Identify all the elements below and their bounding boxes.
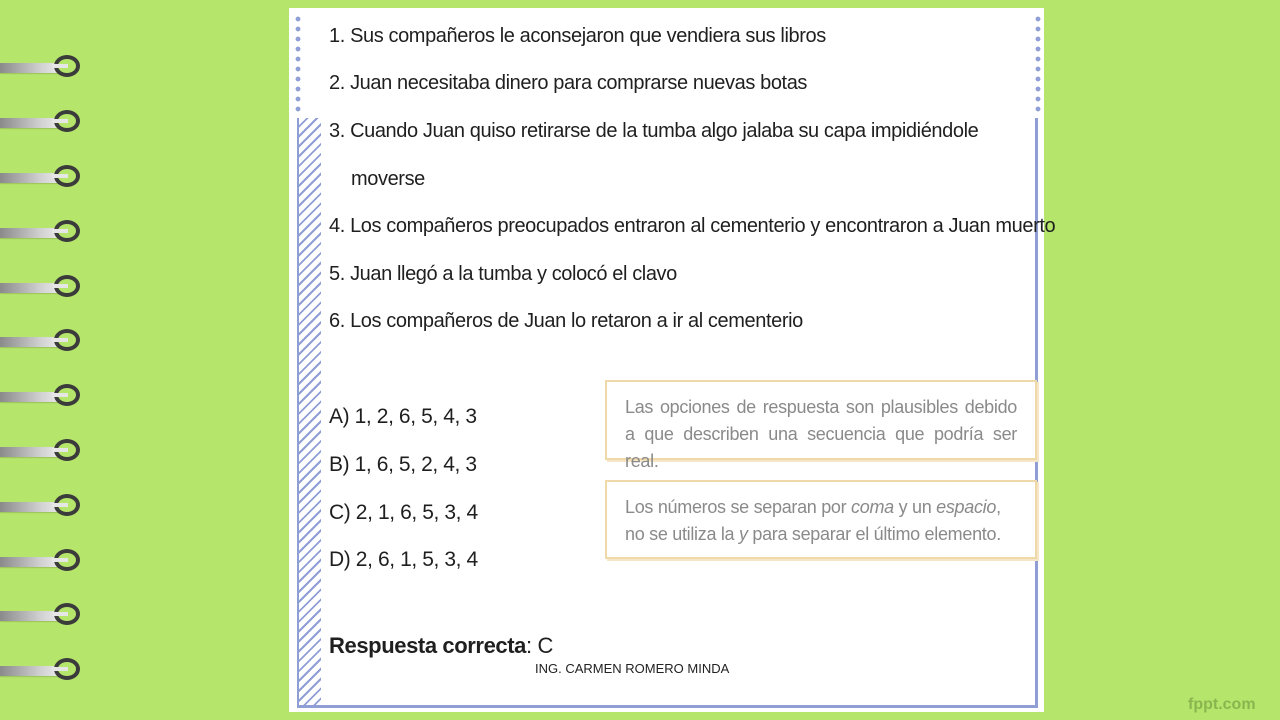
option-d: D) 2, 6, 1, 5, 3, 4 xyxy=(329,548,478,571)
frame-bottom-line xyxy=(297,705,1038,708)
statement-1: 1. Sus compañeros le aconsejaron que vendiera sus libros xyxy=(329,25,826,47)
spiral-ring xyxy=(0,218,90,248)
statement-6: 6. Los compañeros de Juan lo retaron a ir al cementerio xyxy=(329,310,803,332)
brand-watermark: fppt.com xyxy=(1188,696,1256,713)
statement-2: 2. Juan necesitaba dinero para comprarse nuevas botas xyxy=(329,72,808,94)
option-c: C) 2, 1, 6, 5, 3, 4 xyxy=(329,501,478,524)
spiral-ring xyxy=(0,327,90,357)
spiral-ring xyxy=(0,492,90,522)
author-footer: ING. CARMEN ROMERO MINDA xyxy=(535,661,730,676)
dotted-border-left xyxy=(295,14,301,114)
slide-paper xyxy=(289,8,1056,712)
statement-3-continuation: moverse xyxy=(351,168,425,190)
format-note: Los números se separan por coma y un espacio, no se utiliza la y para separar el último elemento. xyxy=(605,480,1037,559)
spiral-ring xyxy=(0,163,90,193)
correct-answer: Respuesta correcta: C xyxy=(329,633,553,658)
spiral-ring xyxy=(0,547,90,577)
spiral-ring xyxy=(0,601,90,631)
statement-5: 5. Juan llegó a la tumba y colocó el clavo xyxy=(329,263,677,285)
spiral-ring xyxy=(0,656,90,686)
plausibility-note: Las opciones de respuesta son plausibles debido a que describen una secuencia que podría ser real. xyxy=(605,380,1037,460)
spiral-ring xyxy=(0,108,90,138)
statement-3: 3. Cuando Juan quiso retirarse de la tumba algo jalaba su capa impidiéndole xyxy=(329,120,979,142)
option-a: A) 1, 2, 6, 5, 4, 3 xyxy=(329,405,477,428)
statement-4: 4. Los compañeros preocupados entraron al cementerio y encontraron a Juan muerto xyxy=(329,215,1056,237)
spiral-ring xyxy=(0,53,90,83)
hatched-frame-left xyxy=(297,118,321,706)
spiral-ring xyxy=(0,273,90,303)
spiral-ring xyxy=(0,437,90,467)
option-b: B) 1, 6, 5, 2, 4, 3 xyxy=(329,453,477,476)
spiral-ring xyxy=(0,382,90,412)
dotted-border-right xyxy=(1035,14,1041,114)
